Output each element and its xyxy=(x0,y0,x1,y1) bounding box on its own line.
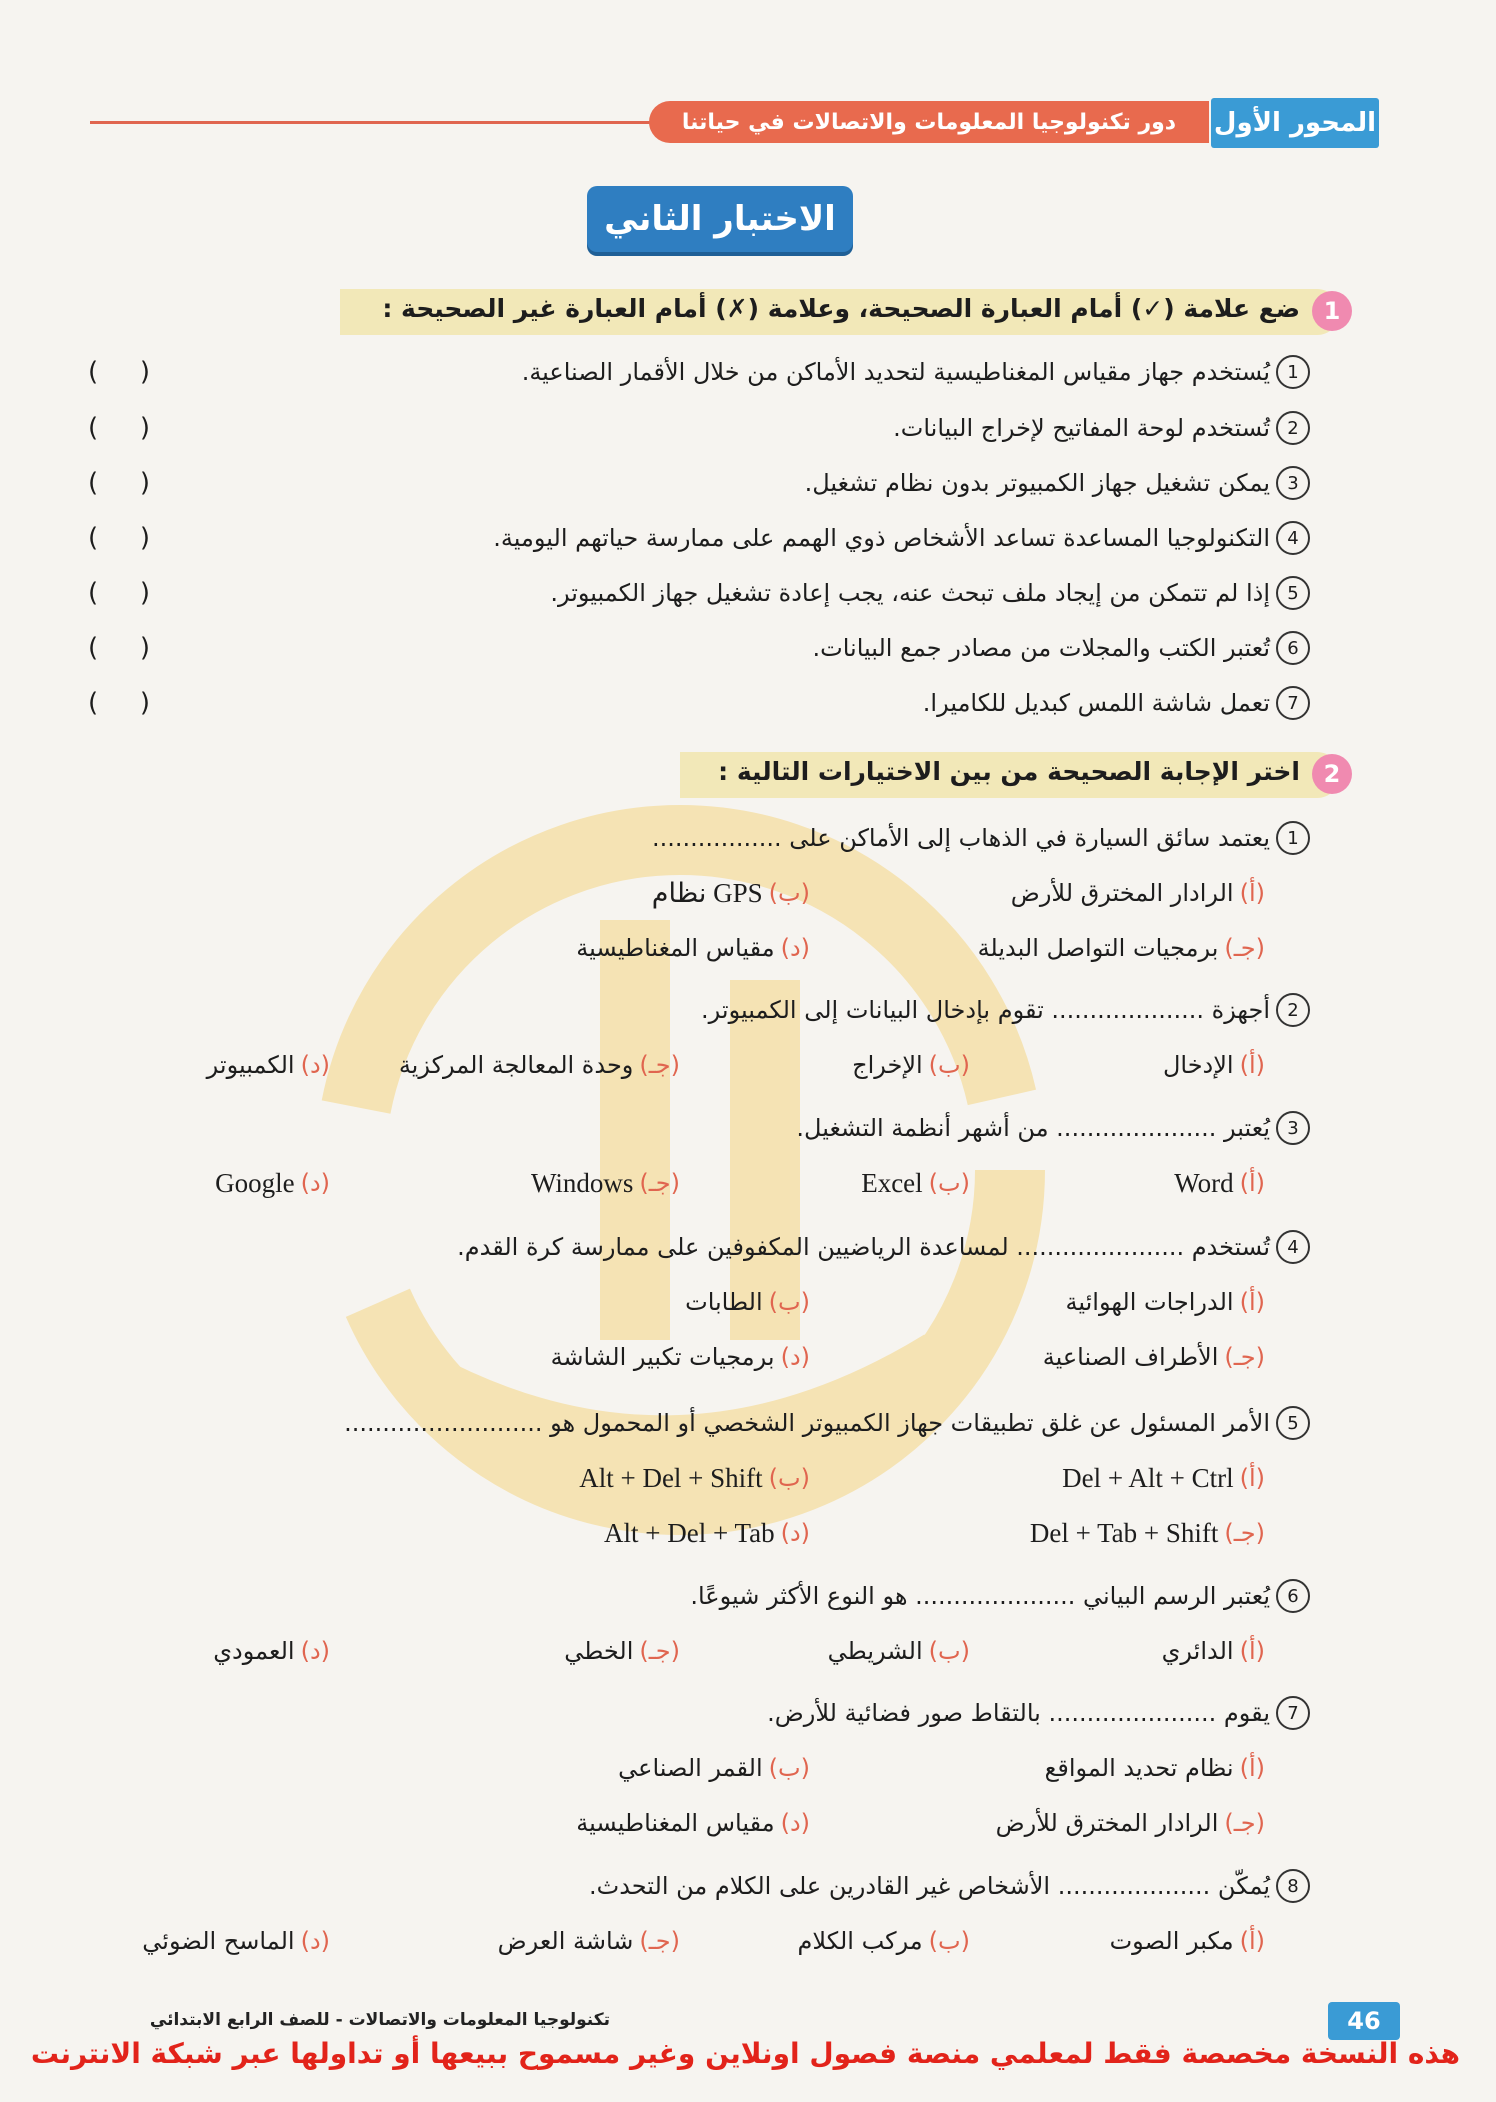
option-letter: (جـ) xyxy=(639,1051,680,1079)
answer-parentheses[interactable] xyxy=(88,408,150,448)
header-rule xyxy=(90,121,650,124)
q2-stem xyxy=(589,1866,1310,1906)
option-letter: (أ) xyxy=(1239,1169,1265,1197)
option-text: القمر الصناعي xyxy=(618,1754,763,1782)
option-letter: (جـ) xyxy=(1224,1519,1265,1547)
option-b[interactable] xyxy=(861,1163,970,1203)
option-a[interactable] xyxy=(1011,873,1265,913)
option-letter: (د) xyxy=(300,1637,330,1665)
option-letter: (أ) xyxy=(1239,1637,1265,1665)
option-text: نظام تحديد المواقع xyxy=(1044,1754,1234,1782)
option-letter: (د) xyxy=(780,1343,810,1371)
answer-parentheses[interactable] xyxy=(88,683,150,723)
q1-instruction: ضع علامة (✓) أمام العبارة الصحيحة، وعلامة (✗) أمام العبارة غير الصحيحة : xyxy=(382,294,1300,323)
paren-open: ( xyxy=(88,633,99,663)
option-text: الخطي xyxy=(564,1637,634,1665)
option-letter: (ب) xyxy=(768,879,810,907)
option-letter: (جـ) xyxy=(1224,1343,1265,1371)
item-number: 4 xyxy=(1276,521,1310,555)
option-b[interactable] xyxy=(685,1282,810,1322)
item-number: 7 xyxy=(1276,1696,1310,1730)
stem-text: يعتمد سائق السيارة في الذهاب إلى الأماكن على ................. xyxy=(651,824,1270,852)
statement-text: تُستخدم لوحة المفاتيح لإخراج البيانات. xyxy=(893,414,1270,442)
option-c[interactable] xyxy=(1043,1337,1265,1377)
stem-text: يقوم ...................... بالتقاط صور فضائية للأرض. xyxy=(767,1699,1270,1727)
paren-open: ( xyxy=(88,468,99,498)
option-letter: (د) xyxy=(300,1051,330,1079)
item-number: 1 xyxy=(1276,355,1310,389)
paren-open: ( xyxy=(88,578,99,608)
item-number: 6 xyxy=(1276,1579,1310,1613)
option-letter: (ب) xyxy=(928,1927,970,1955)
option-text: Alt + Del + Shift xyxy=(579,1462,763,1493)
option-b[interactable] xyxy=(618,1748,810,1788)
option-b[interactable] xyxy=(652,873,810,913)
option-d[interactable] xyxy=(551,1337,810,1377)
option-text: Word xyxy=(1174,1167,1234,1198)
header-topic-label: دور تكنولوجيا المعلومات والاتصالات في حياتنا xyxy=(649,101,1209,143)
option-letter: (جـ) xyxy=(1224,1809,1265,1837)
option-c[interactable] xyxy=(978,928,1265,968)
item-number: 7 xyxy=(1276,686,1310,720)
q2-stem xyxy=(457,1227,1310,1267)
paren-close: ) xyxy=(139,633,150,663)
statement-text: إذا لم تتمكن من إيجاد ملف تبحث عنه، يجب إعادة تشغيل جهاز الكمبيوتر. xyxy=(550,579,1270,607)
q2-stem xyxy=(652,818,1310,858)
stem-text: تُستخدم ...................... لمساعدة الرياضيين المكفوفين على ممارسة كرة القدم. xyxy=(457,1233,1270,1261)
option-text: مقياس المغناطيسية xyxy=(576,1809,775,1837)
option-d[interactable] xyxy=(576,928,810,968)
option-text: الرادار المخترق للأرض xyxy=(995,1809,1219,1837)
option-letter: (أ) xyxy=(1239,1288,1265,1316)
item-number: 2 xyxy=(1276,411,1310,445)
option-letter: (د) xyxy=(780,1519,810,1547)
option-letter: (د) xyxy=(300,1927,330,1955)
statement-text: يمكن تشغيل جهاز الكمبيوتر بدون نظام تشغيل. xyxy=(804,469,1270,497)
option-text: مكبر الصوت xyxy=(1109,1927,1234,1955)
option-text: الشريطي xyxy=(827,1637,923,1665)
q1-statement xyxy=(923,683,1310,723)
q1-statement xyxy=(805,463,1310,503)
option-text: مركب الكلام xyxy=(797,1927,923,1955)
option-text: العمودي xyxy=(213,1637,295,1665)
option-text: وحدة المعالجة المركزية xyxy=(398,1051,634,1079)
paren-open: ( xyxy=(88,523,99,553)
page-number: 46 xyxy=(1328,2002,1400,2040)
statement-text: تعمل شاشة اللمس كبديل للكاميرا. xyxy=(922,689,1270,717)
option-letter: (أ) xyxy=(1239,1927,1265,1955)
option-b[interactable] xyxy=(852,1045,970,1085)
statement-text: تُعتبر الكتب والمجلات من مصادر جمع البيانات. xyxy=(812,634,1270,662)
option-a[interactable] xyxy=(1162,1631,1265,1671)
item-number: 3 xyxy=(1276,1111,1310,1145)
footer-book-title: تكنولوجيا المعلومات والاتصالات - للصف الرابع الابتدائي xyxy=(149,2010,610,2030)
item-number: 2 xyxy=(1276,993,1310,1027)
q2-stem xyxy=(767,1693,1310,1733)
option-letter: (ب) xyxy=(768,1288,810,1316)
option-b[interactable] xyxy=(798,1921,970,1961)
q1-statement xyxy=(812,628,1310,668)
option-text: برمجيات تكبير الشاشة xyxy=(550,1343,775,1371)
q1-number: 1 xyxy=(1312,291,1352,331)
option-letter: (ب) xyxy=(928,1169,970,1197)
option-text: الإخراج xyxy=(852,1051,923,1079)
paren-open: ( xyxy=(88,357,99,387)
option-d[interactable] xyxy=(207,1045,330,1085)
option-text: برمجيات التواصل البديلة xyxy=(977,934,1219,962)
option-b[interactable] xyxy=(828,1631,970,1671)
option-text: Excel xyxy=(861,1167,923,1198)
option-letter: (أ) xyxy=(1239,1464,1265,1492)
q2-stem xyxy=(344,1403,1310,1443)
option-c[interactable] xyxy=(996,1803,1265,1843)
option-text: الكمبيوتر xyxy=(206,1051,295,1079)
option-letter: (د) xyxy=(300,1169,330,1197)
option-c[interactable] xyxy=(531,1163,680,1203)
option-text: Del + Tab + Shift xyxy=(1029,1517,1219,1548)
item-number: 5 xyxy=(1276,1406,1310,1440)
option-d[interactable] xyxy=(576,1803,810,1843)
q1-statement xyxy=(522,352,1310,392)
option-d[interactable] xyxy=(213,1631,330,1671)
option-letter: (أ) xyxy=(1239,879,1265,907)
q1-statement xyxy=(550,573,1310,613)
paren-open: ( xyxy=(88,413,99,443)
q2-stem xyxy=(690,1576,1310,1616)
option-text: Alt + Del + Tab xyxy=(604,1517,775,1548)
option-c[interactable] xyxy=(1030,1513,1265,1553)
option-text: نظام GPS xyxy=(651,877,763,908)
test-title: الاختبار الثاني xyxy=(587,186,853,252)
option-c[interactable] xyxy=(564,1631,680,1671)
option-letter: (ب) xyxy=(768,1464,810,1492)
option-text: Google xyxy=(215,1167,295,1198)
paren-open: ( xyxy=(88,688,99,718)
answer-parentheses[interactable] xyxy=(88,518,150,558)
paren-close: ) xyxy=(139,578,150,608)
item-number: 1 xyxy=(1276,821,1310,855)
option-a[interactable] xyxy=(1062,1458,1265,1498)
option-letter: (جـ) xyxy=(639,1927,680,1955)
option-text: مقياس المغناطيسية xyxy=(576,934,775,962)
option-text: الدائري xyxy=(1161,1637,1234,1665)
option-text: الأطراف الصناعية xyxy=(1042,1343,1219,1371)
option-c[interactable] xyxy=(399,1045,680,1085)
option-text: الطابات xyxy=(685,1288,763,1316)
paren-close: ) xyxy=(139,688,150,718)
stem-text: يُمكّن .................... الأشخاص غير القادرين على الكلام من التحدث. xyxy=(588,1872,1270,1900)
item-number: 3 xyxy=(1276,466,1310,500)
option-a[interactable] xyxy=(1163,1045,1265,1085)
stem-text: يُعتبر ..................... من أشهر أنظمة التشغيل. xyxy=(796,1114,1270,1142)
q1-statement xyxy=(493,518,1310,558)
item-number: 5 xyxy=(1276,576,1310,610)
option-b[interactable] xyxy=(579,1458,810,1498)
option-letter: (ب) xyxy=(928,1637,970,1665)
paren-close: ) xyxy=(139,468,150,498)
footer-warning: هذه النسخة مخصصة فقط لمعلمي منصة فصول اونلاين وغير مسموح ببيعها أو تداولها عبر شبكة الانترنت xyxy=(30,2037,1460,2070)
option-a[interactable] xyxy=(1174,1163,1265,1203)
option-text: شاشة العرض xyxy=(497,1927,634,1955)
option-a[interactable] xyxy=(1110,1921,1265,1961)
item-number: 4 xyxy=(1276,1230,1310,1264)
option-d[interactable] xyxy=(215,1163,330,1203)
statement-text: التكنولوجيا المساعدة تساعد الأشخاص ذوي الهمم على ممارسة حياتهم اليومية. xyxy=(493,524,1270,552)
paren-close: ) xyxy=(139,523,150,553)
option-letter: (أ) xyxy=(1239,1754,1265,1782)
paren-close: ) xyxy=(139,413,150,443)
stem-text: الأمر المسئول عن غلق تطبيقات جهاز الكمبيوتر الشخصي أو المحمول هو .......................... xyxy=(344,1409,1270,1437)
header-unit-label: المحور الأول xyxy=(1211,98,1379,148)
q2-number: 2 xyxy=(1312,754,1352,794)
answer-parentheses[interactable] xyxy=(88,573,150,613)
option-letter: (جـ) xyxy=(639,1637,680,1665)
q2-instruction: اختر الإجابة الصحيحة من بين الاختيارات التالية : xyxy=(718,757,1300,786)
option-letter: (أ) xyxy=(1239,1051,1265,1079)
q2-stem xyxy=(796,1108,1310,1148)
option-text: الرادار المخترق للأرض xyxy=(1010,879,1234,907)
option-letter: (جـ) xyxy=(639,1169,680,1197)
option-a[interactable] xyxy=(1045,1748,1265,1788)
paren-close: ) xyxy=(139,357,150,387)
option-letter: (ب) xyxy=(928,1051,970,1079)
option-c[interactable] xyxy=(498,1921,680,1961)
option-a[interactable] xyxy=(1065,1282,1265,1322)
option-letter: (جـ) xyxy=(1224,934,1265,962)
option-text: Windows xyxy=(530,1167,634,1198)
option-letter: (ب) xyxy=(768,1754,810,1782)
q2-stem xyxy=(701,990,1310,1030)
answer-parentheses[interactable] xyxy=(88,352,150,392)
statement-text: يُستخدم جهاز مقياس المغناطيسية لتحديد الأماكن من خلال الأقمار الصناعية. xyxy=(521,358,1270,386)
option-text: الإدخال xyxy=(1162,1051,1234,1079)
item-number: 8 xyxy=(1276,1869,1310,1903)
option-text: الدراجات الهوائية xyxy=(1065,1288,1234,1316)
option-letter: (د) xyxy=(780,934,810,962)
option-text: الماسح الضوئي xyxy=(142,1927,295,1955)
item-number: 6 xyxy=(1276,631,1310,665)
option-text: Del + Alt + Ctrl xyxy=(1062,1462,1234,1493)
stem-text: يُعتبر الرسم البياني ..................... هو النوع الأكثر شيوعًا. xyxy=(690,1582,1270,1610)
option-d[interactable] xyxy=(142,1921,330,1961)
q1-statement xyxy=(893,408,1310,448)
stem-text: أجهزة .................... تقوم بإدخال البيانات إلى الكمبيوتر. xyxy=(701,996,1270,1024)
option-d[interactable] xyxy=(604,1513,810,1553)
answer-parentheses[interactable] xyxy=(88,628,150,668)
answer-parentheses[interactable] xyxy=(88,463,150,503)
option-letter: (د) xyxy=(780,1809,810,1837)
